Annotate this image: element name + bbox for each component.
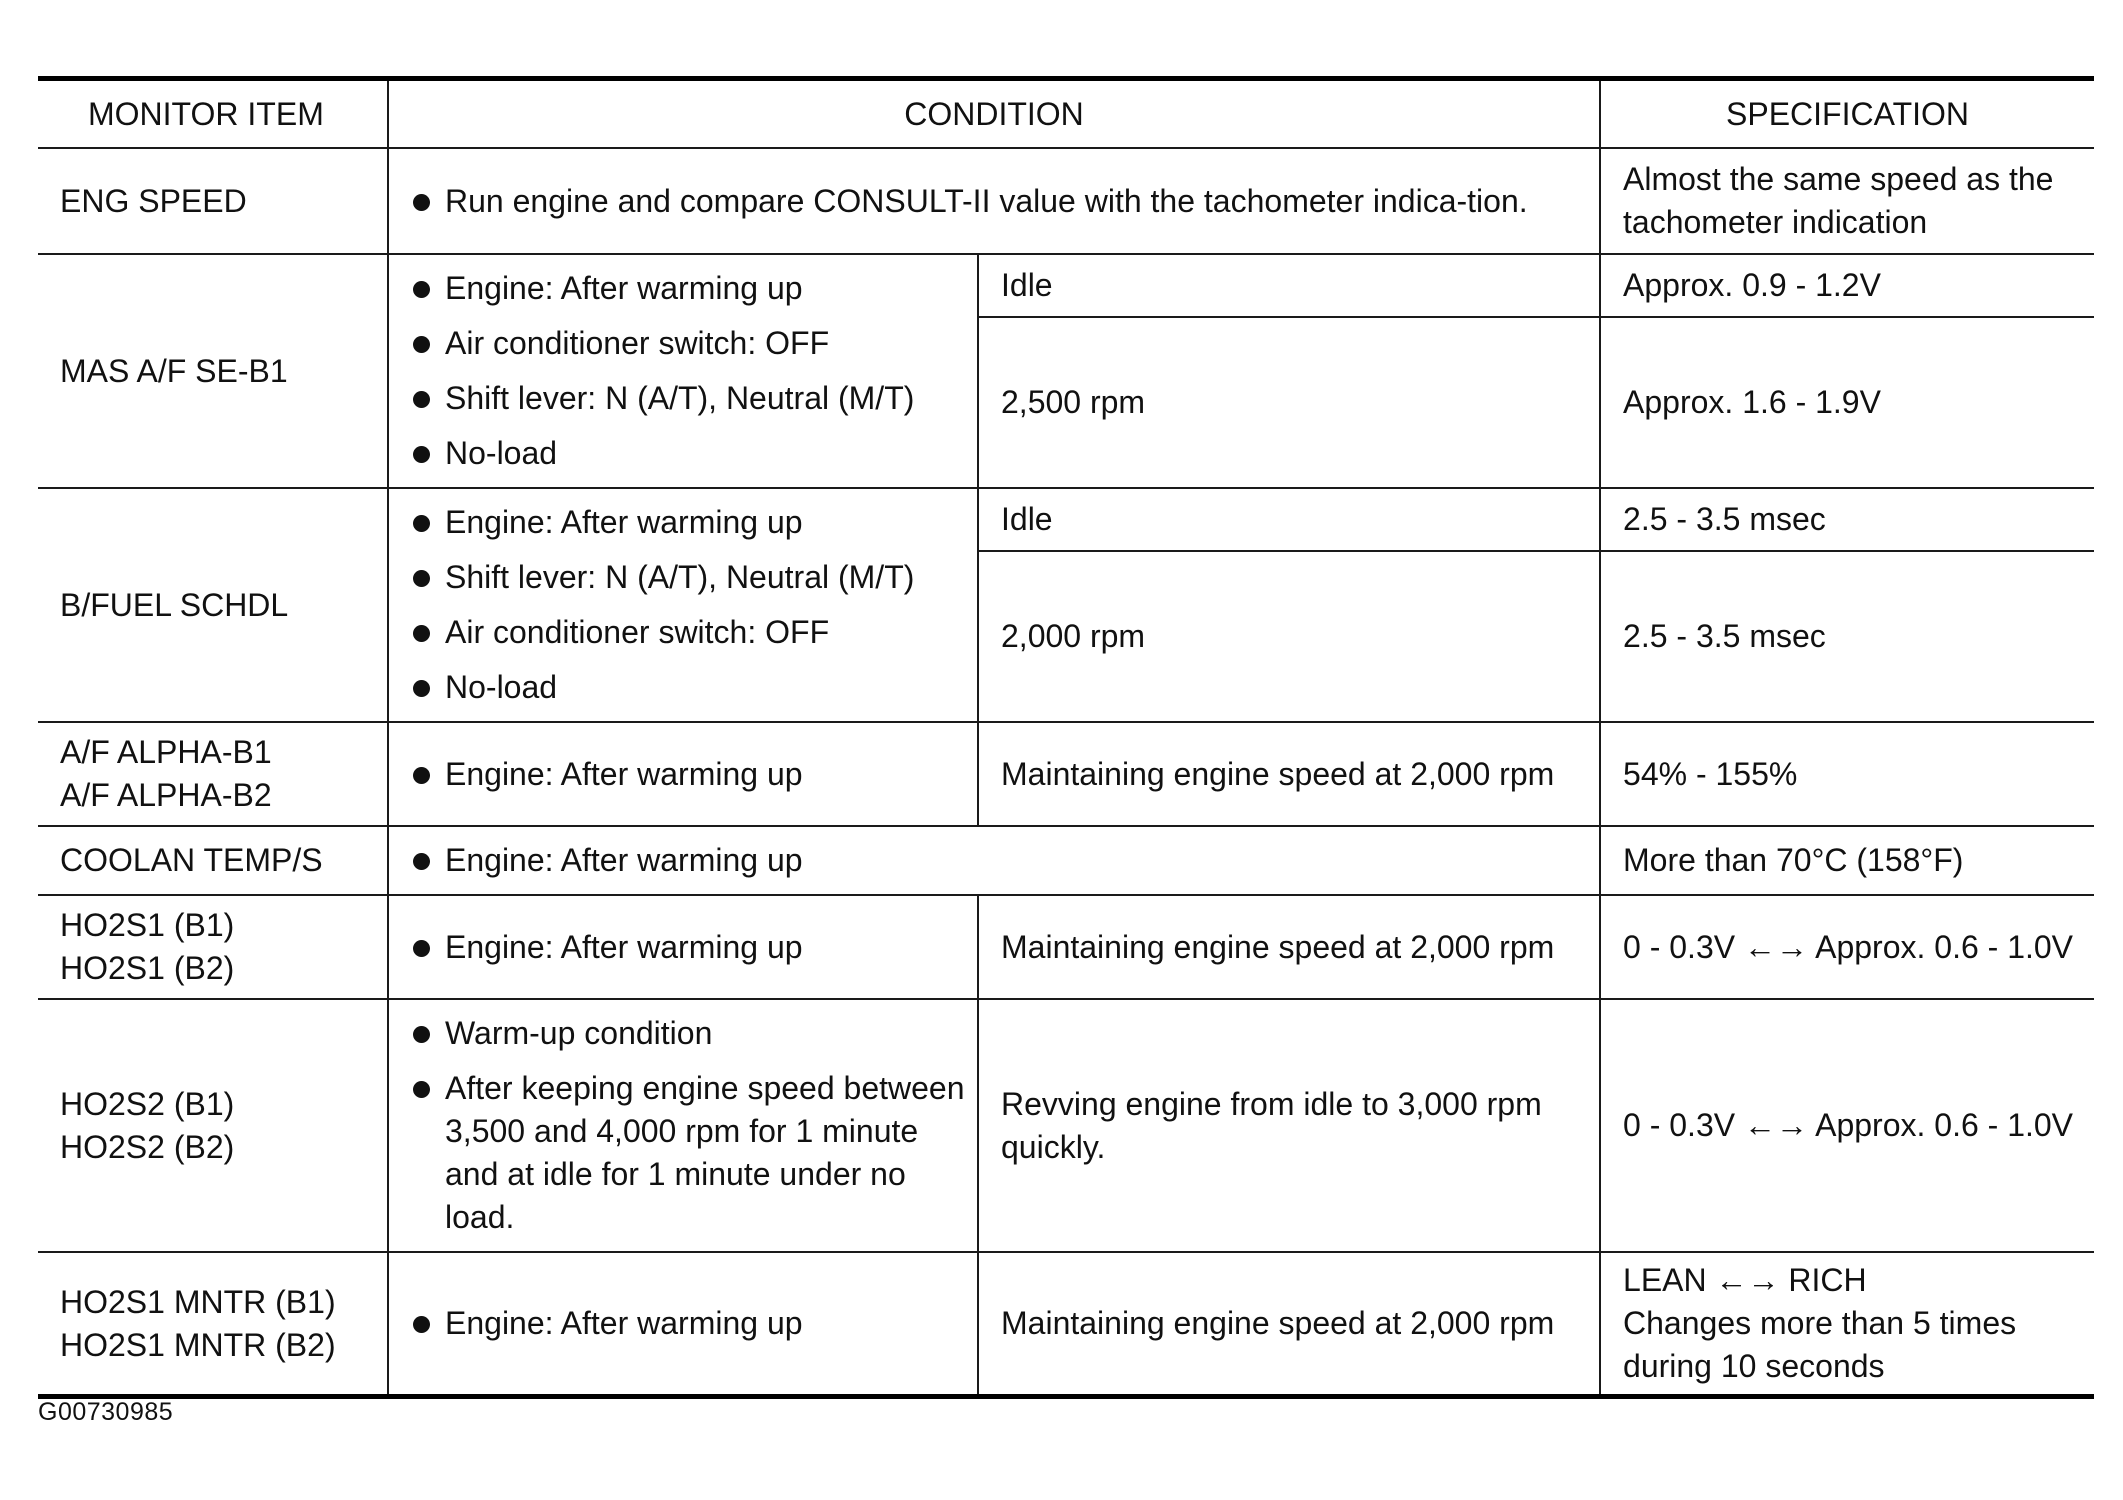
monitor-item-name: A/F ALPHA-B2 (60, 777, 272, 813)
monitor-item-name: HO2S1 MNTR (B2) (60, 1326, 336, 1363)
engine-state-cell: Revving engine from idle to 3,000 rpm quickly. (978, 999, 1600, 1252)
engine-state-cell: 2,500 rpm (978, 317, 1600, 488)
condition-cell (388, 722, 978, 826)
table-row (38, 254, 2094, 317)
monitor-item-cell (38, 1252, 388, 1397)
condition-item: Engine: After warming up (411, 267, 971, 310)
engine-state-cell: Maintaining engine speed at 2,000 rpm (978, 1252, 1600, 1397)
condition-item: After keeping engine speed between 3,500 and 4,000 rpm for 1 minute and at idle for 1 minute under no load. (411, 1067, 967, 1239)
specification-text: Changes more than 5 times during 10 seconds (1623, 1305, 2017, 1384)
monitor-item-cell (38, 999, 388, 1252)
table-row (38, 895, 2094, 999)
condition-item: Engine: After warming up (411, 839, 1581, 882)
condition-cell (388, 148, 1600, 254)
condition-list (411, 501, 971, 709)
monitor-item-cell (38, 488, 388, 722)
specification-cell (1600, 1252, 2094, 1397)
condition-item: Warm-up condition (411, 1012, 967, 1055)
specification-cell: Approx. 0.9 - 1.2V (1600, 254, 2094, 317)
condition-list (411, 926, 959, 969)
condition-item: Engine: After warming up (411, 501, 971, 544)
engine-state-cell: Maintaining engine speed at 2,000 rpm (978, 895, 1600, 999)
specification-text: 0 - 0.3V ←→ Approx. 0.6 - 1.0V (1623, 928, 2074, 965)
table-row (38, 999, 2094, 1252)
condition-item: No-load (411, 666, 971, 709)
monitor-item-cell (38, 722, 388, 826)
specification-cell: Approx. 1.6 - 1.9V (1600, 317, 2094, 488)
condition-cell (388, 826, 1600, 895)
specification-text: LEAN ←→ RICH (1623, 1262, 1867, 1298)
specification-cell (1600, 999, 2094, 1252)
condition-item: No-load (411, 432, 971, 475)
condition-item: Engine: After warming up (411, 926, 959, 969)
condition-cell (388, 1252, 978, 1397)
specification-cell (1600, 826, 2094, 895)
header-row (38, 79, 2094, 149)
condition-cell (388, 895, 978, 999)
header-specification: SPECIFICATION (1600, 79, 2094, 149)
condition-cell (388, 254, 978, 488)
monitor-item-cell (38, 254, 388, 488)
specification-text: Almost the same speed as the tachometer indication (1623, 161, 2054, 240)
condition-item: Engine: After warming up (411, 1302, 959, 1345)
specification-cell: 2.5 - 3.5 msec (1600, 488, 2094, 551)
header-condition: CONDITION (388, 79, 1600, 149)
condition-list (411, 180, 1559, 223)
table-row (38, 826, 2094, 895)
monitor-item-name: COOLAN TEMP/S (60, 842, 323, 878)
monitor-item-name: B/FUEL SCHDL (60, 586, 289, 623)
engine-state-cell: 2,000 rpm (978, 551, 1600, 722)
condition-item: Engine: After warming up (411, 753, 959, 796)
specification-text: 0 - 0.3V ←→ Approx. 0.6 - 1.0V (1623, 1107, 2074, 1143)
monitor-item-cell (38, 895, 388, 999)
monitor-item-cell (38, 148, 388, 254)
condition-item: Shift lever: N (A/T), Neutral (M/T) (411, 377, 971, 420)
specification-cell (1600, 895, 2094, 999)
specification-cell: 2.5 - 3.5 msec (1600, 551, 2094, 722)
monitor-item-cell (38, 826, 388, 895)
monitor-item-name: HO2S2 (B1) (60, 1085, 235, 1122)
condition-item: Air conditioner switch: OFF (411, 611, 971, 654)
condition-cell (388, 999, 978, 1252)
condition-list (411, 267, 971, 475)
table-row (38, 148, 2094, 254)
specification-cell (1600, 148, 2094, 254)
monitor-item-name: A/F ALPHA-B1 (60, 734, 272, 770)
monitor-item-name: HO2S1 (B2) (60, 950, 235, 986)
specification-cell (1600, 722, 2094, 826)
monitor-spec-table (38, 76, 2094, 1399)
condition-list (411, 839, 1581, 882)
specification-text: 54% - 155% (1623, 755, 1798, 792)
monitor-item-name: HO2S2 (B2) (60, 1128, 235, 1165)
specification-text: More than 70°C (158°F) (1623, 842, 1964, 878)
condition-list (411, 1302, 959, 1345)
figure-code: G00730985 (38, 1398, 174, 1426)
table-row (38, 1252, 2094, 1397)
monitor-item-name: ENG SPEED (60, 182, 247, 219)
engine-state-cell: Maintaining engine speed at 2,000 rpm (978, 722, 1600, 826)
table-row (38, 722, 2094, 826)
condition-list (411, 753, 959, 796)
condition-list (411, 1012, 967, 1239)
condition-item: Shift lever: N (A/T), Neutral (M/T) (411, 556, 971, 599)
monitor-item-name: HO2S1 MNTR (B1) (60, 1283, 336, 1320)
condition-item: Run engine and compare CONSULT-II value with the tachometer indica-tion. (411, 180, 1559, 223)
engine-state-cell: Idle (978, 254, 1600, 317)
monitor-item-name: HO2S1 (B1) (60, 907, 235, 943)
engine-state-cell: Idle (978, 488, 1600, 551)
condition-cell (388, 488, 978, 722)
header-monitor-item: MONITOR ITEM (38, 79, 388, 149)
monitor-item-name: MAS A/F SE-B1 (60, 352, 288, 389)
condition-item: Air conditioner switch: OFF (411, 322, 971, 365)
table-row (38, 488, 2094, 551)
